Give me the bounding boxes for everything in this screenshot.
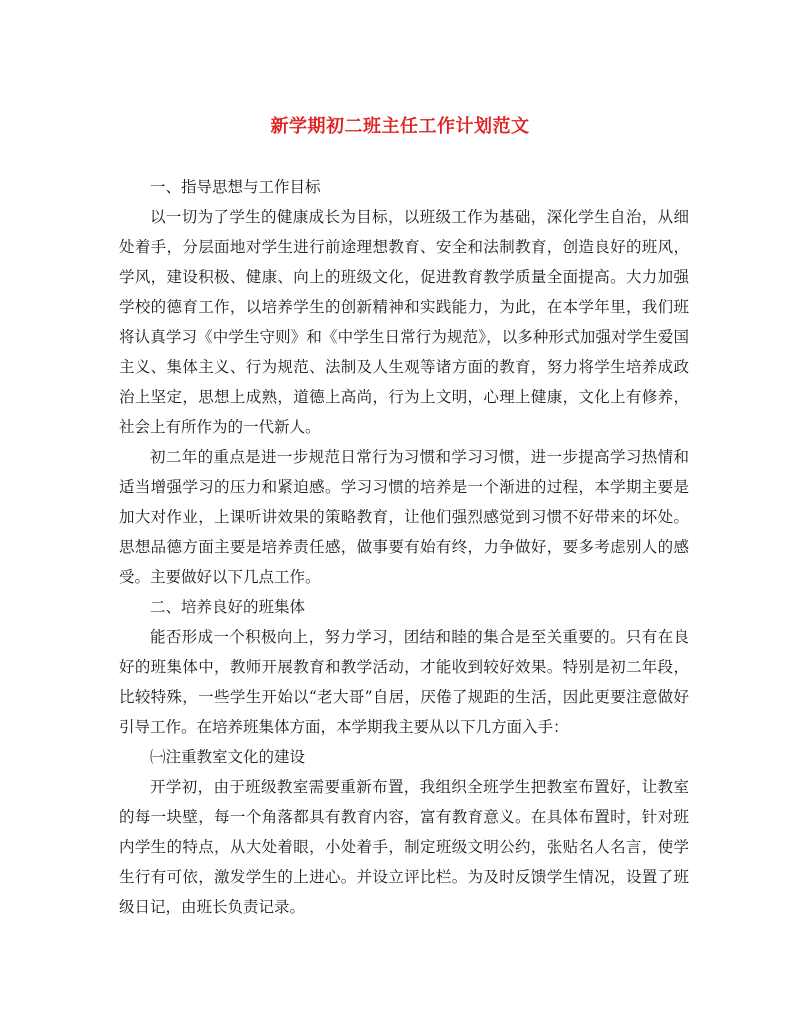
subsection-heading-classroom-culture: ㈠注重教室文化的建设 [150, 748, 306, 766]
paragraph-grade-two-focus: 初二年的重点是进一步规范日常行为习惯和学习习惯，进一步提高学习热情和适当增强学习的压力和紧迫感。学习习惯的培养是一个渐进的过程，本学期主要是加大对作业，上课听讲效果的策略教育，让他们强烈感觉到习惯不好带来的坏处。思想品德方面主要是培养责任感，做事要有始有终，力争做好，要多考虑别人的感受。主要做好以下几点工作。 [119, 448, 689, 586]
paragraph-class-collective: 能否形成一个积极向上，努力学习，团结和睦的集合是至关重要的。只有在良好的班集体中，教师开展教育和教学活动，才能收到较好效果。特别是初二年段，比较特殊，一些学生开始以“老大哥”自居，厌倦了规距的生活，因此更要注意做好引导工作。在培养班集体方面，本学期我主要从以下几方面入手： [119, 628, 689, 736]
document-body [119, 172, 689, 922]
paragraph-guiding-principles: 以一切为了学生的健康成长为目标，以班级工作为基础，深化学生自治，从细处着手，分层面地对学生进行前途理想教育、安全和法制教育，创造良好的班风，学风，建设积极、健康、向上的班级文化，促进教育教学质量全面提高。大力加强学校的德育工作，以培养学生的创新精神和实践能力，为此，在本学年里，我们班将认真学习《中学生守则》和《中学生日常行为规范》，以多种形式加强对学生爱国主义、集体主义、行为规范、法制及人生观等诸方面的教育，努力将学生培养成政治上坚定，思想上成熟，道德上高尚，行为上文明，心理上健康，文化上有修养，社会上有所作为的一代新人。 [119, 208, 689, 436]
section-heading-class-collective: 二、培养良好的班集体 [150, 598, 306, 616]
paragraph-classroom-culture: 开学初，由于班级教室需要重新布置，我组织全班学生把教室布置好，让教室的每一块壁，每一个角落都具有教育内容，富有教育意义。在具体布置时，针对班内学生的特点，从大处着眼，小处着手，制定班级文明公约，张贴名人名言，使学生行有可依，激发学生的上进心。并设立评比栏。为及时反馈学生情况，设置了班级日记，由班长负责记录。 [119, 778, 689, 916]
section-heading-guiding-principles: 一、指导思想与工作目标 [150, 178, 321, 196]
document-title: 新学期初二班主任工作计划范文 [270, 116, 530, 137]
